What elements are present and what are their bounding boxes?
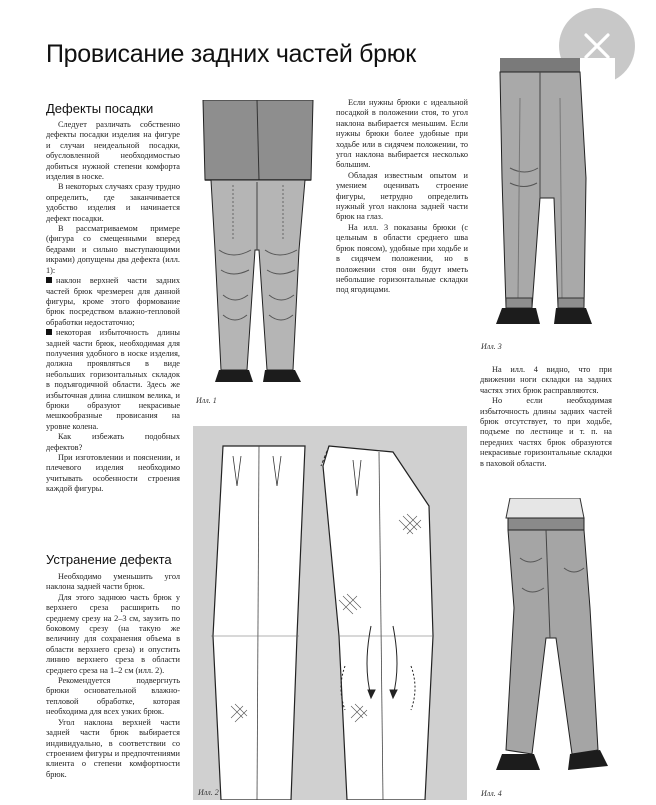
bullet-square-icon — [46, 277, 52, 283]
defects-text-column — [46, 120, 180, 495]
paragraph: Необходимо уменьшить угол наклона задней части брюк. — [46, 572, 180, 592]
paragraph: В некоторых случаях сразу трудно определить, где заканчивается удобство изделия и начинается дефект посадки. — [46, 182, 180, 223]
caption-ill-2: Илл. 2 — [198, 788, 219, 797]
right-text-column — [480, 365, 612, 469]
paragraph: При изготовлении и пояснении, и плечевого изделия необходимо учитывать особенности строения каждой фигуры. — [46, 453, 180, 494]
caption-ill-3: Илл. 3 — [481, 342, 502, 351]
caption-ill-1: Илл. 1 — [196, 396, 217, 405]
paragraph: Следует различать собственно дефекты посадки изделия на фигуре и случаи неидеальной посадки, обусловленной необходимостью добиться нужной степени комфорта изделия в носке. — [46, 120, 180, 182]
paragraph: Если нужны брюки с идеальной посадкой в положении стоя, то угол наклона выбирается меньшим. Если нужны брюки более удобные при ходьбе или в сидячем положении, то угол наклона выбирается несколько большим. — [336, 98, 468, 170]
paragraph: На илл. 3 показаны брюки (с цельным в области среднего шва брюк поясом), удобные при ходьбе и в сидячем положении, но в положении стоя они будут иметь небольшие горизонтальные складки под ягодицами. — [336, 222, 468, 295]
paragraph: Обладая известным опытом и умением оценивать строение фигуры, нетрудно определить нужный угол наклона задней части брюк на глаз. — [336, 170, 468, 222]
paragraph: Угол наклона верхней части задней части брюк выбирается индивидуально, в соответствии со строением фигуры и предпочтениями клиента о степени комфортности брюк. — [46, 717, 180, 779]
bullet-text: некоторая избыточность длины задней части брюк, необходимая для получения удобного в носке изделия, должна проявляться в виде небольших горизонтальных складок в подъягодичной области. Здесь же избыточная длина слишком велика, и брюки образуют некрасивые мешкообразные провисания на уровне колена. — [46, 328, 180, 431]
bullet-item — [46, 276, 180, 328]
page-title: Провисание задних частей брюк — [46, 40, 416, 68]
close-icon — [583, 32, 611, 60]
section-heading-defects: Дефекты посадки — [46, 101, 154, 116]
illustration-4 — [480, 498, 615, 783]
fix-text-column — [46, 572, 180, 780]
center-text-column — [336, 98, 468, 296]
section-heading-fix: Устранение дефекта — [46, 552, 172, 567]
bullet-item — [46, 328, 180, 432]
illustration-2 — [193, 426, 467, 800]
paragraph: На илл. 4 видно, что при движении ноги складки на задних частях этих брюк расправляются. — [480, 365, 612, 395]
paragraph: В рассматриваемом примере (фигура со смещенными вперед бедрами и сильно выступающими икрами) допущены два дефекта (илл. 1): — [46, 224, 180, 275]
paragraph: Как избежать подобных дефектов? — [46, 432, 180, 452]
paragraph: Но если необходимая избыточность длины задних частей брюк отсутствует, то при ходьбе, подъеме по лестнице и т. п. на передних частях брюк образуются некрасивые горизонтальные складки в паховой области. — [480, 396, 612, 468]
paragraph: Рекомендуется подвергнуть брюки основательной влажно-тепловой обработке, которая необходима для всех узких брюк. — [46, 676, 180, 717]
illustration-3 — [480, 58, 615, 340]
bullet-text: наклон верхней части задних частей брюк чрезмерен для данной фигуры, кроме этого формование брюк посредством влажно-тепловой обработки недостаточно; — [46, 276, 180, 327]
caption-ill-4: Илл. 4 — [481, 789, 502, 798]
illustration-1 — [193, 100, 323, 390]
paragraph: Для этого заднюю часть брюк у верхнего среза расширить по среднему срезу на 2–3 см, заузить по боковому срезу (на такую же величину для сохранения объема в области верхнего среза) и опустить линию верхнего среза в области среднего среза на 1–2 см (илл. 2). — [46, 592, 180, 675]
bullet-square-icon — [46, 329, 52, 335]
